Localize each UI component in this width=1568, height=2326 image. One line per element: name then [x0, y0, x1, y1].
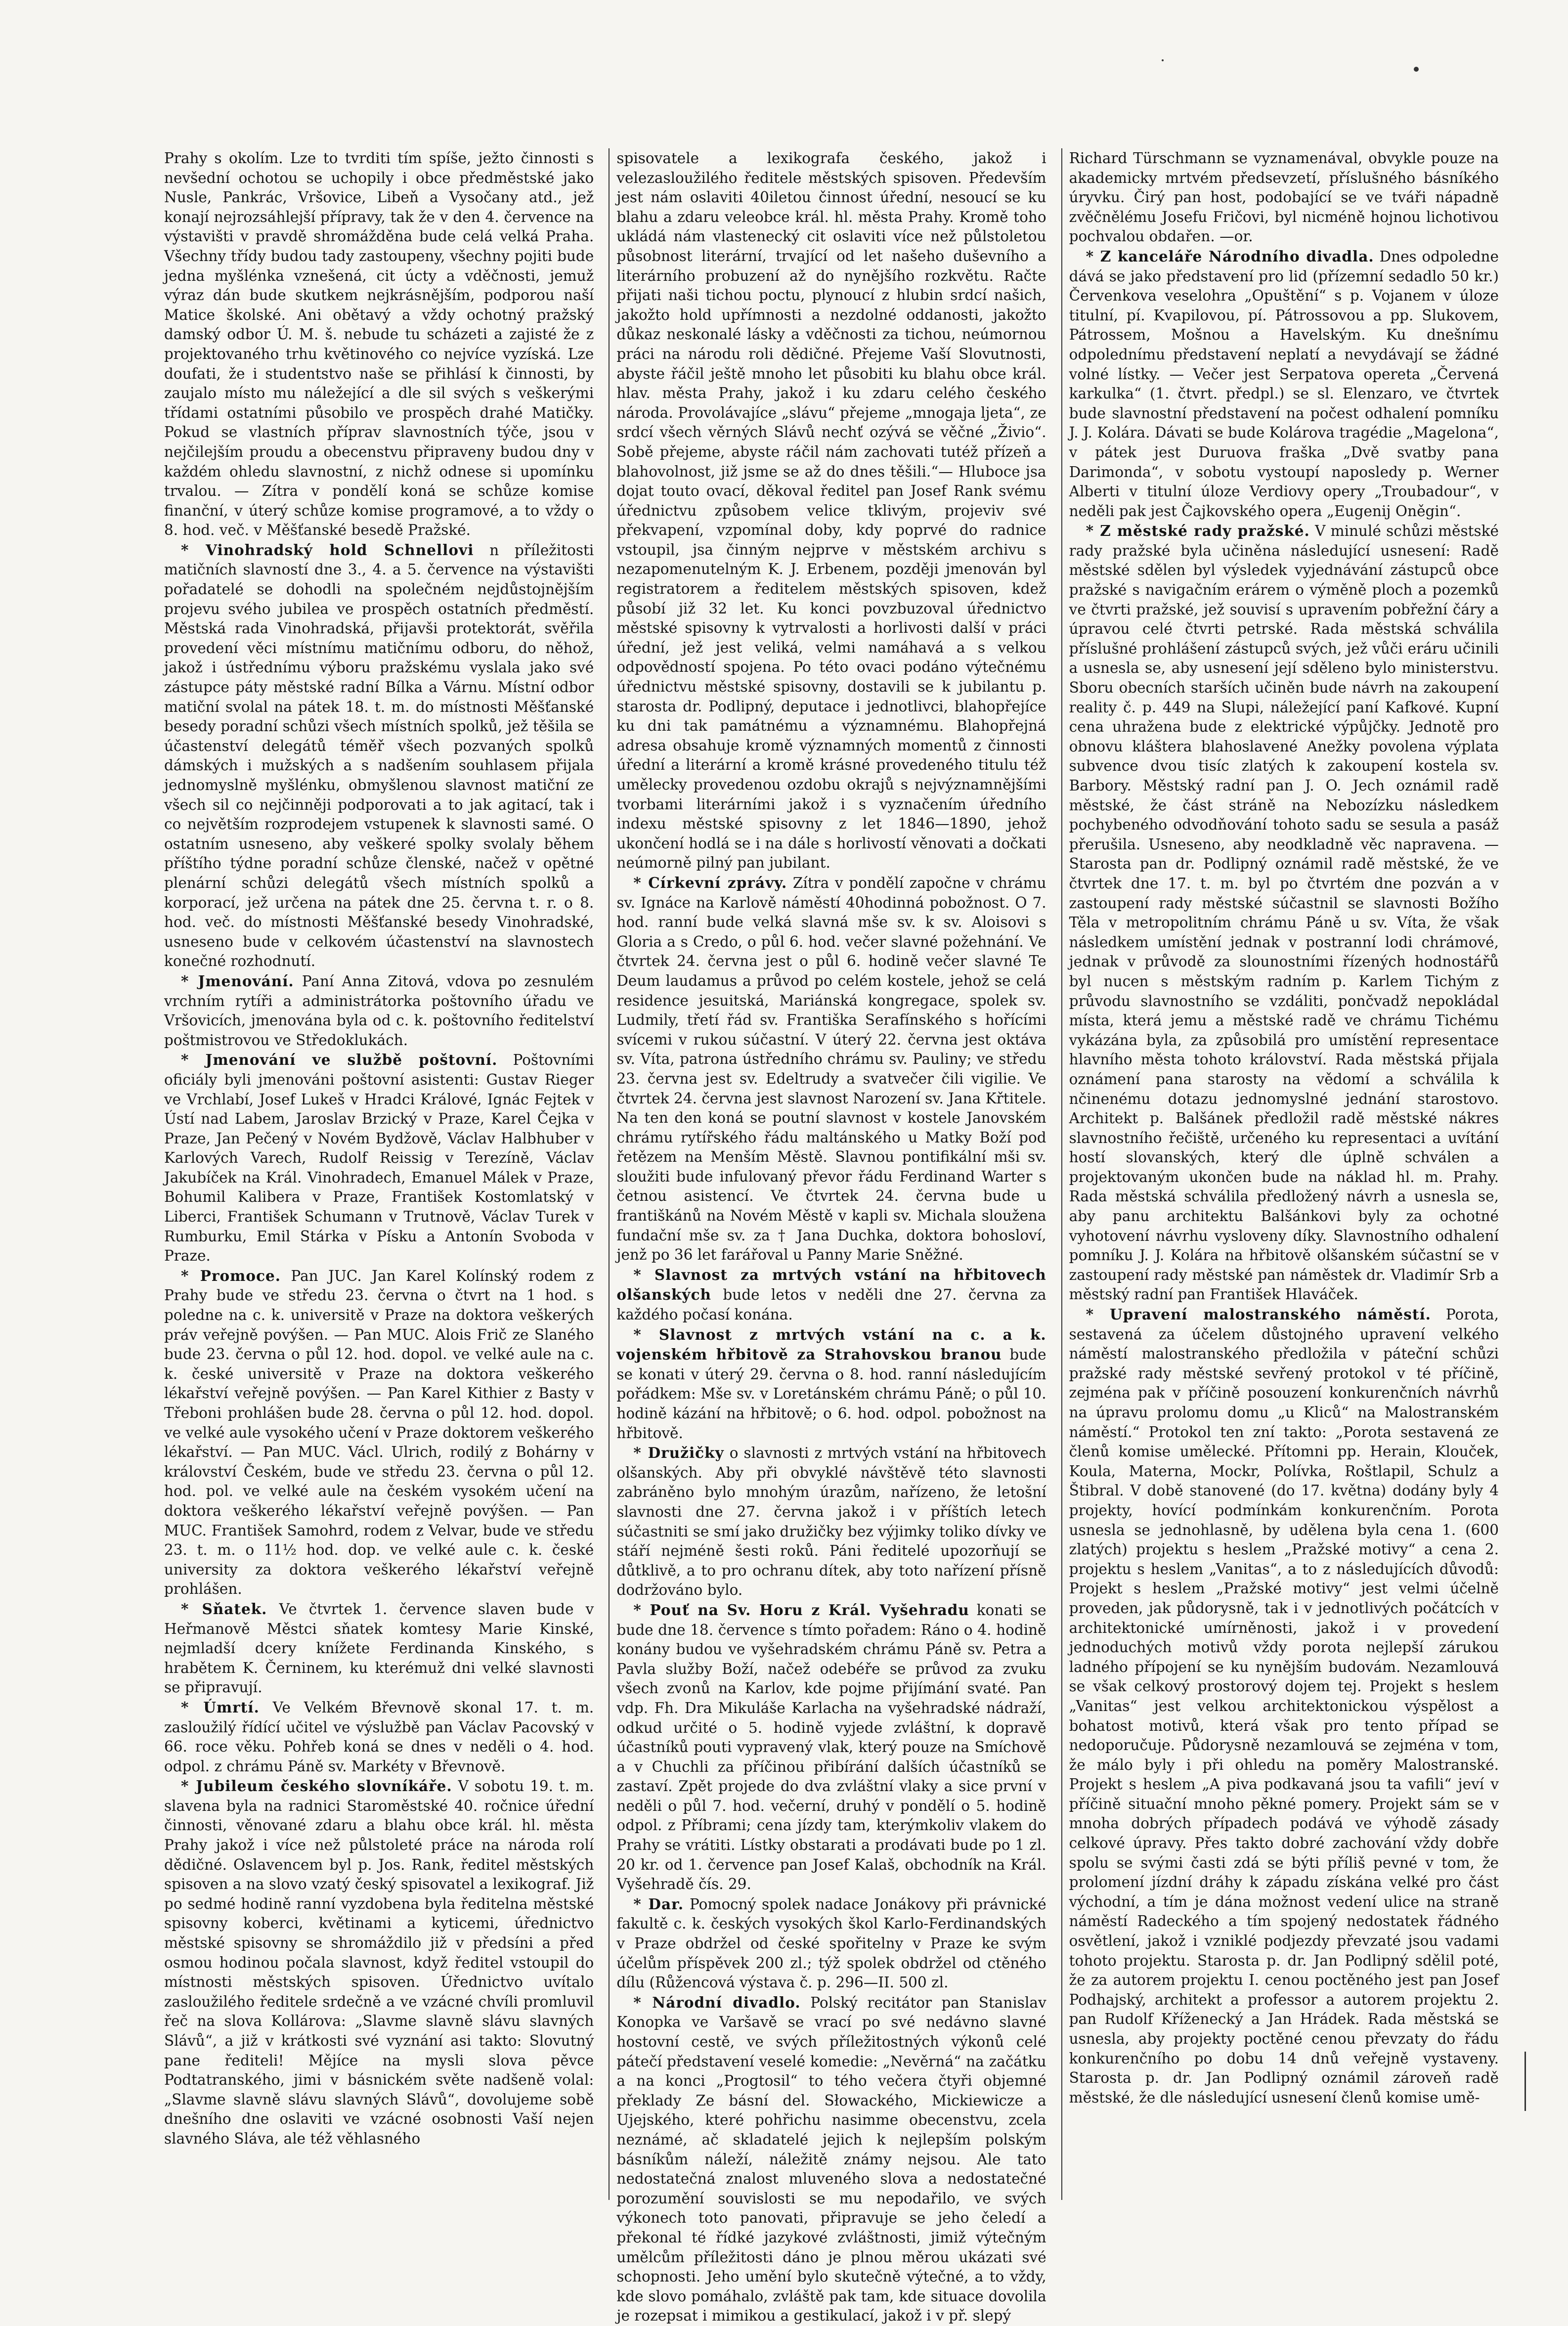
- item-headline: * Jmenování ve službě poštovní.: [181, 1051, 498, 1069]
- item-body: Poštovními oficiály byli jmenováni poštovní asistenti: Gustav Rieger ve Vrchlabí, Josef Lukeš v Hradci Králové, Ignác Fejtek v Ústí nad Labem, Jaroslav Brzický v Praze, Karel Čejka v Praze, Jan Pečený v Novém Bydžově, Václav Halbhuber v Karlových Varech, Rudolf Reissig v Terezíně, Václav Jakubíček na Král. Vinohradech, Emanuel Málek v Praze, Bohumil Kaliberа v Praze, František Kostomlatský v Liberci, František Schumann v Trutnově, Václav Turek v Rumburku, Emil Stárka v Písku a Antonín Svoboda v Praze.: [164, 1052, 594, 1265]
- print-speck: [1414, 67, 1419, 72]
- item-headline: * Dar.: [633, 1895, 684, 1913]
- item-headline: * Z kanceláře Národního divadla.: [1086, 247, 1374, 265]
- news-item: [164, 148, 594, 540]
- page-edge-mark: [1524, 2052, 1526, 2111]
- item-body: Richard Türschmann se vyznamenával, obvykle pouze na akademicky mrtvém předsevzetí, příslušného básníkého úryvku. Čirý pan host, podobající se ve tváři nápadně zvěčnělému Josefu Fričovi, byl nicméně hojnou lichotivou pochvalou obdařen. —or.: [1069, 150, 1499, 245]
- news-item: [164, 971, 594, 1050]
- item-headline: * Promoce.: [181, 1267, 281, 1284]
- item-body: bude se konati v úterý 29. června o 8. hod. ranní následujícím pořádkem: Mše sv. v Loretánském chrámu Páně; o půl 10. hodině kázání na hřbitově; o 6. hod. odpol. pobožnost na hřbitově.: [616, 1346, 1046, 1442]
- print-speck: [1162, 59, 1164, 61]
- item-headline: * Jmenování.: [181, 972, 294, 990]
- item-headline: * Z městské rady pražské.: [1086, 522, 1310, 540]
- item-body: o slavnosti z mrtvých vstání na hřbitovech olšanských. Aby při obvyklé návštěvě této slavnosti zabráněno bylo mnohým úrazům, nařízeno, že letošní slavnosti dne 27. června jakož i v příštích letech súčastniti se smí jako družičky bez výjimky toliko dívky ve stáří nejméně šesti roků. Páni ředitelé upozorňují se důtklivě, a to pro ochranu dítek, aby toto nařízení přísně dodržováno bylo.: [616, 1445, 1046, 1599]
- item-body: Zítra v pondělí započne v chrámu sv. Ignáce na Karlově náměstí 40hodinná pobožnost. O 7. hod. ranní bude velká slavná mše sv. k sv. Aloisovi s Gloria a s Credo, o půl 6. hod. večer slavné požehnání. Ve čtvrtek 24. června jest o půl 6. hodině večer slavné Te Deum laudamus a průvod po celém kostele, jehož se celá residence jesuitská, Mariánská kongregace, spolek sv. Ludmily, třetí řád sv. Františka Serafínského s hořícími svícemi v rukou súčastní. V úterý 22. června jest oktáva sv. Víta, patrona ústředního chrámu sv. Pauliny; ve středu 23. června jest sv. Edeltrudy a svatvečer čili vigilie. Ve čtvrtek 24. června jest slavnost Narození sv. Jana Křtitele. Na ten den koná se poutní slavnost v kostele Janovském chrámu rytířského řádu maltánského u Matky Boží pod řetězem na Menším Městě. Slavnou pontifikální mši sv. sloužiti bude infulovaný převor řádu Ferdinand Warter s četnou asistencí. Ve čtvrtek 24. června bude u františkánů na Novém Městě v kapli sv. Michala sloužena fundační mše sv. za † Jana Duchka, doktora bohosloví, jenž po 36 let farářoval u Panny Marie Sněžné.: [616, 874, 1046, 1264]
- item-body: Polský recitátor pan Stanislav Konopka ve Varšavě se vrací po své nedávno slavné hostovní cestě, ve svých příležitostných výkonů celé pátečí představení veselé komedie: „Nevěrná“ na začátku a na konci „Progtosil“ to tého večera čtyři objemné překlady Ze básní del. Słowackého, Mickiewicze a Ujejského, které pohřichu nasimme obecenstvu, zcela neznámé, ač skladatelé jejich k nejlepším polským básníkům náleží, náležitě známy nejsou. Ale tato nedostatečná znalost mluveného slova a nedostatečné porozumění souvislosti se mu nepodařilo, ve svých výkonech toto panovati, připravuje se jeho čeledí a překonal té řídké jazykové zvláštnosti, jimiž výtečným umělcům příležitosti dáno je plnou měrou ukázati své schopnosti. Jeho umění bylo skutečně výtečné, a to vždy, kde slovo pomáhalo, zvláště pak tam, kde situace dovolila je rozepsat i mimikou a gestikulací, jakož i v př. slepý: [616, 1994, 1046, 2325]
- item-headline: * Slavnost z mrtvých vstání na c. a k. vojenském hřbitově za Strahovskou branou: [616, 1325, 1046, 1363]
- news-item: [616, 1600, 1046, 1894]
- news-item: [164, 1599, 594, 1698]
- news-item: [616, 1325, 1046, 1444]
- item-body: Pomocný spolek nadace Jonákovy při právnické fakultě c. k. českých vysokých škol Karlo-Ferdinandských v Praze obdržel od české spořitelny v Praze ke svým účelům příspěvek 200 zl.; týž spolek obdržel od ctěného dílu (Růžencová výstava č. p. 296—II. 500 zl.: [616, 1895, 1046, 1991]
- item-headline: * Slavnost za mrtvých vstání na hřbitovech olšanských: [616, 1266, 1046, 1304]
- news-item: [164, 1776, 594, 2149]
- text-columns: [164, 148, 1499, 2325]
- news-item: [1069, 148, 1499, 247]
- column-left: [164, 148, 594, 2200]
- news-item: [616, 1443, 1046, 1600]
- item-body: Paní Anna Zitová, vdova po zesnulém vrchním rytíři a administrátorka poštovního úřadu ve Vršovicích, jmenována byla od c. k. poštovního ředitelství poštmistrovou ve Středoklukách.: [164, 972, 594, 1049]
- item-body: konati se bude dne 18. července s tímto pořadem: Ráno o 4. hodině konány budou ve vyšehradském chrámu Páně sv. Petra a Pavla služby Boží, načež odebéře se průvod za zvuku všech zvonů na Karlov, kde pojme přijímání svaté. Pan vdp. Fh. Dra Mikuláše Karlacha na vyšehradské nádraží, odkud určité o 5. hodině vyjede zvláštní, k dopravě účastníků pouti vypravený vlak, který pouze na Smíchově a v Chuchli za příčinou přibírání dalších účastníků se zastaví. Zpět projede do dva zvláštní vlaky a sice první v neděli o půl 7. hod. večerní, druhý v pondělí o 5. hodině odpol. z Příbrami; cena jízdy tam, kterýmkoliv vlakem do Prahy se vrátiti. Lístky obstarati a prodávati bude po 1 zl. 20 kr. od 1. července pan Josef Kalaš, obchodník na Král. Vyšehradě čís. 29.: [616, 1601, 1046, 1893]
- item-headline: * Církevní zprávy.: [633, 874, 787, 891]
- item-headline: * Sňatek.: [181, 1600, 267, 1618]
- item-body: V minulé schůzi městské rady pražské byla učiněna následující usnesení: Radě městské sdělen byl výsledek vyjednávání zástupců obce pražské s navigačním erárem o výměně ploch a pozemků ve čtvrti pražské, jež souvisí s upravením pobřežní čáry a úpravou celé čtvrti petrské. Rada městská schválila příslušné prohlášení zástupců svých, jež vůči eráru učinili a usnesla se, aby usnesení její sděleno bylo ministerstvu. Sboru obecních starších učiněn bude návrh na zakoupení reality č. p. 449 na Slupi, náležející paní Kafkové. Kupní cena uhražena bude z elektrické výpůjčky. Jednotě pro obnovu kláštera blahoslavené Anežky povolena výplata subvence dvou tisíc zlatých k zakoupení kostela sv. Barbory. Městský radní pan J. O. Jech oznámil radě městské, že část stráně na Nebozízku následkem pochybeného odvodňování tohoto sadu se sesula a pasáž přerušila. Usneseno, aby neodkladně věc napravena. — Starosta pan dr. Podlipný oznámil radě městské, že ve čtvrtek dne 17. t. m. byl po čtvrtém dne pozván a v zastoupení rady městské súčastnil se slavnosti Božího Těla v metropolitním chrámu Páně u sv. Víta, že však následkem umístění jednak v postranní lodi chrámové, jednak v průvodě za slounostními řízených hodnostářů byl nucen s městským radním p. Karlem Tichým z průvodu slavnostního se vzdáliti, pončvadž nepokládal místa, která jemu a městské radě ve chrámu Tichému vykázána byla, za způsobilá pro umístění representace hlavního města tohoto království. Rada městská přijala oznámení pana starosty na vědomí a schválila k nčinenému dotazu jednomyslné jednání starostovo. Architekt p. Balšánek předložil radě městské nákres slavnostního řečiště, určeného ku representaci a uvítání hostí slovanských, který dle úplně schválen a projektovaným ukončen bude na náklad hl. m. Prahy. Rada městská schválila předložený návrh a usnesla se, aby panu architektu Balšánkovi byly za ochotné vyhotovení návrhu vysloveny díky. Slavnostního odhalení pomníku J. J. Kolára na hřbitově olšanském súčastní se v zastoupení rady městské pan náměstek dr. Vladimír Srb a městský radní pan František Hlaváček.: [1069, 523, 1499, 1303]
- item-headline: * Pouť na Sv. Horu z Král. Vyšehradu: [633, 1601, 969, 1619]
- item-headline: * Úmrtí.: [181, 1698, 260, 1716]
- item-body: spisovatele a lexikografa českého, jakož i velezasloužilého ředitele městských spisoven. Především jest nám oslaviti 40iletou činnost úřední, nesoucí se ku blahu a zdaru veleobce král. hl. města Prahy. Kromě toho ukládá nám vlastenecký cit oslaviti více než půlstoletou působnost literární, trvající od let našeho duševního a literárního probuzení až do nynějšího rozkvětu. Račte přijati naši tichou poctu, plynoucí z hlubin srdcí našich, jakožto hold upřímnosti a nezdolné oddanosti, jakožto důkaz neskonalé lásky a vděčnosti za tichou, neúmornou práci na národu roli dědičné. Přejeme Vaší Slovutnosti, abyste řáčil ještě mnoho let působiti ku blahu obce král. hlav. města Prahy, jakož i ku zdaru celého českého národa. Provolávajíce „slávu“ přejeme „mnogaja ljeta“, ze srdcí všech věrných Slávů nechť ozývá se věčné „Živio“. Sobě přejeme, abyste ráčil nám zachovati tutéž přízeň a blahovolnost, již jsme se až do dnes těšili.“— Hluboce jsa dojat touto ovací, děkoval ředitel pan Josef Rank svému úřednictvu způsobem velice tklivým, projeviv své překvapení, vzpomínal doby, kdy poprvé do radnice vstoupil, jsa činným nejprve v městském archivu s nezapomenutelným K. J. Erbenem, později jmenován byl registratorem a ředitelem městských spisoven, kdež působí již 32 let. Ku konci povzbuzoval úřednictvo městské spisovny k vytrvalosti a horlivosti další v práci úřední, jež jest veliká, velmi namáhavá a s velkou odpovědností spojena. Po této ovaci podáno výtečnému úřednictvu městské spisovny, dostavili se k jubilantu p. starosta dr. Podlipný, deputace i jednotlivci, blahopřejíce ku dni tak památnému a významnému. Blahopřejná adresa obsahuje kromě významných momentů z činnosti úřední a literární a kromě krásné provedeného titulu též umělecky provedenou ozdobu okrajů s nejvýznamnějšími tvorbami literárními jakož i s vyznačením úředního indexu městské spisovny z let 1846—1890, jehož ukončení hodlá se i na dále s horlivostí věnovati a dočkati neúmorně pilný pan jubilant.: [616, 150, 1046, 872]
- item-body: Ve čtvrtek 1. července slaven bude v Heřmanově Městci sňatek komtesy Marie Kinské, nejmladší dcery knížete Ferdinanda Kinského, s hrabětem K. Černinem, ku kterémuž dni velké slavnosti se připravují.: [164, 1600, 594, 1696]
- item-headline: * Družičky: [633, 1444, 724, 1462]
- item-body: Dnes odpoledne dává se jako představení pro lid (přízemní sedadlo 50 kr.) Červenkova veselohra „Opuštění“ s p. Vojanem v úloze titulní, pí. Kvapilovou, pí. Pátrossovou a pp. Slukovem, Pátrossem, Mošnou a Havelským. Ku dnešnímu odpolednímu představení neplatí a nevydávají se žádné volné lístky. — Večer jest Serpatova opereta „Červená karkulka“ (1. čtvrt. předpl.) se sl. Elenzaro, ve čtvrtek bude slavnostní představení na počest odhalení pomníku J. J. Kolára. Dávati se bude Kolárova tragédie „Magelona“, v pátek jest Duruova fraška „Dvě svatby pana Darimonda“, v sobotu vystoupí naposledy p. Werner Alberti v titulní úloze Verdiovy opery „Troubadour“, v neděli pak jest Čajkovského opera „Eugenij Oněgin“.: [1069, 248, 1499, 520]
- news-item: [164, 540, 594, 971]
- item-body: n příležitosti matičních slavností dne 3., 4. a 5. července na výstavišti pořadatelé se dohodli na společném nejdůstojnějším projevu svého jubilea ve prospěch ostatních předměstí. Městská rada Vinohradská, přijavši protektorát, svěřila provedení věci místnímu matičnímu odboru, do něhož, jakož i ústřednímu výboru pražskému vyslala jako své zástupce páty městské radní Bílka a Várnu. Místní odbor matiční svolal na pátek 18. t. m. do místnosti Měšťanské besedy poradní schůzi všech místních spolků, jež těšila se účastenství delegátů téměř všech pozvaných spolků dámských i mužských a s nadšením souhlasem přijala jednomyslně myšlénku, obmyšlenou slavnost matiční ze všech sil co nejčinněji podporovati a to jak agitací, tak i co největším rozprodejem vstupenek k slavnosti samé. O ostatním usneseno, aby veškeré spolky svolaly během příštího týdne poradní schůze členské, načež v opětné plenární schůzi delegátů všech místních spolků a korporací, jež určena na pátek dne 25. června t. r. o 8. hod. več. do místnosti Měšťanské besedy Vinohradské, usneseno bude v celkovém účastenství na slavnostech konečné rozhodnutí.: [164, 541, 594, 970]
- item-body: Pan JUC. Jan Karel Kolínský rodem z Prahy bude ve středu 23. června o čtvrt na 1 hod. s poledne na c. k. universitě v Praze na doktora veškerých práv veřejně povýšen. — Pan MUC. Alois Frič ze Slaného bude 23. června o půl 12. hod. dopol. ve velké aule na c. k. české universitě v Praze na doktora veškerého lékařství veřejně povýšen. — Pan Karel Kithier z Basty v Třeboni prohlášen bude 28. června o půl 12. hod. dopol. ve velké aule vysokého učení v Praze doktorem veškerého lékařství. — Pan MUC. Václ. Ulrich, rodilý z Bohárny v království Českém, bude ve středu 23. června o půl 12. hod. pol. ve velké aule na českém vysokém učení na doktora veškerého lékařství veřejně povýšen. — Pan MUC. František Samohrd, rodem z Velvar, bude ve středu 23. t. m. o 11½ hod. dop. ve velké aule c. k. české university za doktora veškerého lékařství veřejně prohlášen.: [164, 1267, 594, 1598]
- item-headline: * Upravení malostranského náměstí.: [1086, 1306, 1431, 1323]
- news-item: [1069, 1305, 1499, 2107]
- news-item: [616, 1265, 1046, 1325]
- news-item: [1069, 521, 1499, 1305]
- news-item: [616, 1993, 1046, 2326]
- news-item: [164, 1266, 594, 1599]
- item-body: Porota, sestavená za účelem důstojného upravení velkého náměstí malostranského předložila v páteční schůzi pražské rady městské sevřený protokol v té příčině, zejména pak v příčině posouzení konkurenčních návrhů na úpravu prolomu domu „u Kliců“ na Malostranském náměstí.“ Protokol ten zní takto: „Porota sestavená ze členů komise umělecké. Přítomni pp. Herain, Klouček, Koula, Materna, Mockr, Polívka, Roštlapil, Schulz a Štibral. V době stanovené (do 17. května) dodány byly 4 projekty, hovící podmínkám konkurenčním. Porota usnesla se jednohlasně, by udělena byla cena 1. (600 zlatých) projektu s heslem „Pražské motivy“ a cena 2. projektu s heslem „Vanitas“, a to z následujících důvodů: Projekt s heslem „Pražské motivy“ jest velmi účelně proveden, jak půdorysně, tak i v jednotlivých počátcích v architektonické umírněnosti, jakož i v provedení jednoduchých motivů vždy porota nejlepší zárukou ladného přípojení se ku nynějším budovám. Nezamlouvá se však celkový prostorový dojem tej. Projekt s heslem „Vanitas“ jest velkou architektonickou výspělost a bohatost motivů, která však pro tento případ se nedoporučuje. Půdorysně nezamlouvá se zejména v tom, že málo byly i při ohledu na poměry Malostranské. Projekt s heslem „A piva podkavaná jsou ta vafili“ jeví v příčině situační mnoho pěkné pomery. Projekt sám se v mnoha dobrých případech podává ve výhodě zásady celkové úpravy. Přes takto dobré zachování vždy dobře spolu se svými časti zdá se býti příliš pevné v tom, že prolomení jízdní dráhy k západu získána velké pro část východní, a tím je dána možnost vedení ulice na straně náměstí Radeckého a tím spojený nedostatek řádného osvětlení, jakož i vzniklé podjezdy převzaté jsou vadami tohoto projektu. Starosta p. dr. Jan Podlipný sdělil poté, že za autorem projektu I. cenou poctěného jest pan Josef Podhajský, architekt a professor a autorem projektu 2. pan Rudolf Kříženecký a Jan Hrádek. Rada městská se usnesla, aby projekty poctěné cenou převzaty do řádu konkurenčního po dobu 14 dnů veřejně vystaveny. Starosta p. dr. Jan Podlipný oznámil zároveň radě městské, že dle následující usnesení členů komise umě-: [1069, 1306, 1499, 2106]
- item-body: Ve Velkém Břevnově skonal 17. t. m. zasloužilý řídící učitel ve výslužbě pan Václav Pacovský v 66. roce věku. Pohřeb koná se dnes v neděli o 4. hod. odpol. z chrámu Páně sv. Markéty v Břevnově.: [164, 1699, 594, 1775]
- news-item: [164, 1050, 594, 1266]
- column-middle: [609, 148, 1046, 2325]
- news-item: [616, 873, 1046, 1265]
- item-body: V sobotu 19. t. m. slavena byla na radnici Staroměstské 40. ročnice úřední činnosti, věnované zdaru a blahu obce král. hl. města Prahy jakož i více než půlstoleté práce na národa rolí dědičné. Oslavencem byl p. Jos. Rank, ředitel městských spisoven a na slovo vzatý český spisovatel a lexikograf. Již po sedmé hodině ranní vyzdobena byla ředitelna městské spisovny koberci, květinami a kyticemi, úřednictvo městské spisovny se shromáždilo již v předsíni a před osmou hodinou počala slavnost, když ředitel vstoupil do místnosti městských spisoven. Úřednictvo uvítalo zasloužilého ředitele srdečně a ve vzácné chvíli promluvil řeč na slova Kollárova: „Slavme slavně slávu slavných Slávů“, a již v krátkosti své vyznání asi takto: Slovutný pane řediteli! Mějíce na mysli slova pěvce Podtatranského, jimi v básnickém světe nadšeně volal: „Slavme slavně slávu slavných Slávů“, dovolujeme sobě dnešního dne oslaviti ve vzácné osobnosti Vaší nejen slavného Sláva, ale též věhlasného: [164, 1778, 594, 2147]
- news-item: [1069, 247, 1499, 521]
- news-item: [164, 1698, 594, 1776]
- item-headline: * Vinohradský hold Schnellovi: [181, 541, 474, 559]
- news-item: [616, 1894, 1046, 1993]
- item-body: bude letos v neděli dne 27. června za každého počasí konána.: [616, 1286, 1046, 1323]
- item-headline: * Jubileum českého slovníkáře.: [181, 1777, 452, 1795]
- column-right: [1061, 148, 1499, 2200]
- item-body: Prahy s okolím. Lze to tvrditi tím spíše, ježto činnosti s nevšední ochotou se uchopily i obce předměstské jako Nusle, Pankrác, Vršovice, Libeň a Vysočany atd., jež konají nejrozsáhlejší přípravy, tak že v den 4. července na výstavišti v pravdě shromážděna bude celá velká Praha. Všechny třídy budou tady zastoupeny, všechny pojiti bude jedna myšlénka vznešená, cit úcty a vděčnosti, jemuž výraz dán bude skutkem nejkrásnějším, podporou naší Matice školské. Ani obětavý a vždy ochotný pražský damský odbor Ú. M. š. nebude tu scházeti a zajisté že z projektovaného trhu květinového co nejvíce vyzíská. Lze doufati, že i studentstvo naše se přihlásí k činnosti, by zaujalo místo mu náležející a dle sil svých s veškerými třídami ostatními působilo ve prospěch drahé Matičky. Pokud se vlastních příprav slavnostních týče, jsou v nejčilejším proudu a obecenstvu připraveny budou dny v každém ohledu slavnostní, z nichž odnese si upomínku trvalou. — Zítra v pondělí koná se schůze komise finanční, v úterý schůze komise programové, a to vždy o 8. hod. več. v Měšťanské besedě Pražské.: [164, 150, 594, 539]
- item-headline: * Národní divadlo.: [633, 1993, 801, 2011]
- news-item: [616, 148, 1046, 873]
